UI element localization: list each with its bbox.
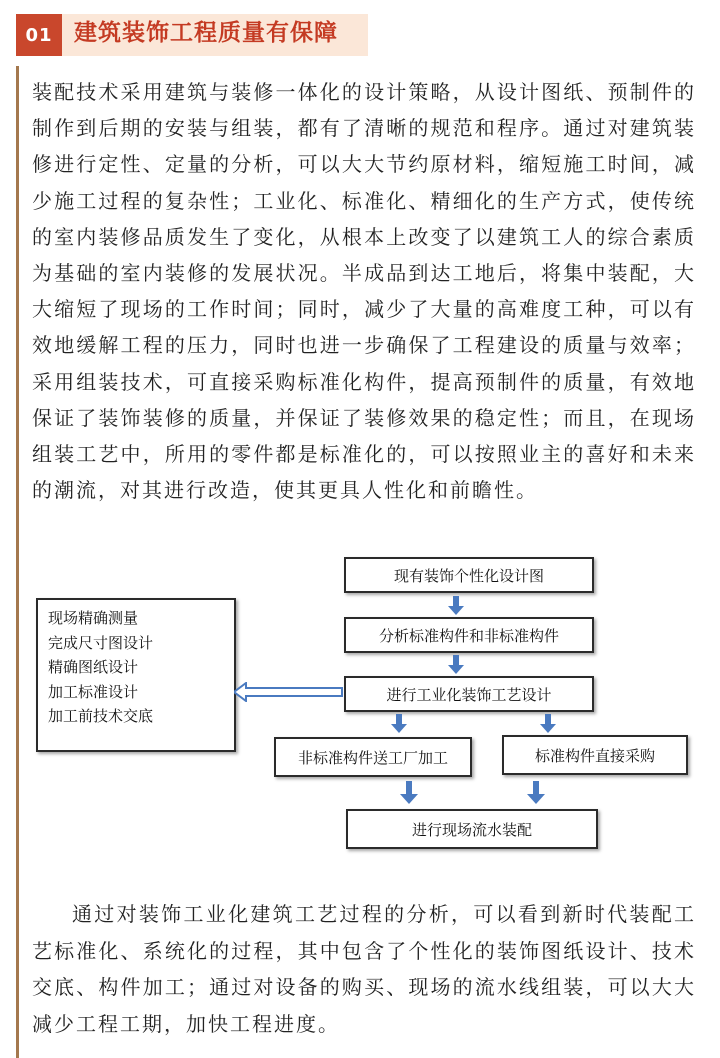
flow-branch-purchase: 标准构件直接采购 (502, 735, 688, 775)
side-list-item: 精确图纸设计 (48, 658, 139, 676)
arrow-down-icon (448, 655, 464, 675)
arrow-down-icon (540, 714, 556, 734)
section-header (16, 14, 368, 56)
arrow-down-icon (448, 596, 464, 616)
flow-step-onsite-assembly: 进行现场流水装配 (346, 809, 598, 849)
paragraph-1: 装配技术采用建筑与装修一体化的设计策略，从设计图纸、预制件的制作到后期的安装与组装，都有了清晰的规范和程序。通过对建筑装修进行定性、定量的分析，可以大大节约原材料，缩短施工时间，减少施工过程的复杂性；工业化、标准化、精细化的生产方式，使传统的室内装修品质发生了变化，从根本上改变了以建筑工人的综合素质为基础的室内装修的发展状况。半成品到达工地后，将集中装配，大大缩短了现场的工作时间；同时，减少了大量的高难度工种，可以有效地缓解工程的压力，同时也进一步确保了工程建设的质量与效率；采用组装技术，可直接采购标准化构件，提高预制件的质量，有效地保证了装饰装修的质量，并保证了装修效果的稳定性；而且，在现场组装工艺中，所用的零件都是标准化的，可以按照业主的喜好和未来的潮流，对其进行改造，使其更具人性化和前瞻性。 (32, 80, 696, 503)
section-title: 建筑装饰工程质量有保障 (74, 20, 338, 46)
flow-step-design-drawing: 现有装饰个性化设计图 (344, 557, 594, 593)
side-list-item: 加工标准设计 (48, 682, 139, 701)
side-list-item: 现场精确测量 (48, 609, 139, 627)
arrow-left-icon (234, 682, 344, 702)
flow-step-analyze-components: 分析标准构件和非标准构件 (344, 617, 594, 653)
side-list-item: 加工前技术交底 (48, 707, 154, 725)
flow-step-process-design: 进行工业化装饰工艺设计 (344, 676, 594, 712)
arrow-down-icon (527, 781, 545, 805)
flow-side-list (36, 598, 236, 752)
paragraph-2: 通过对装饰工业化建筑工艺过程的分析，可以看到新时代装配工艺标准化、系统化的过程，其中包含了个性化的装饰图纸设计、技术交底、构件加工；通过对设备的购买、现场的流水线组装，可以大大减少工程工期，加快工程进度。 (32, 902, 696, 1036)
side-list-item: 完成尺寸图设计 (48, 633, 154, 652)
arrow-down-icon (391, 714, 407, 734)
section-number: 01 (16, 14, 62, 56)
left-rule (16, 66, 19, 1058)
flow-branch-factory: 非标准构件送工厂加工 (274, 737, 472, 777)
arrow-down-icon (400, 781, 418, 805)
